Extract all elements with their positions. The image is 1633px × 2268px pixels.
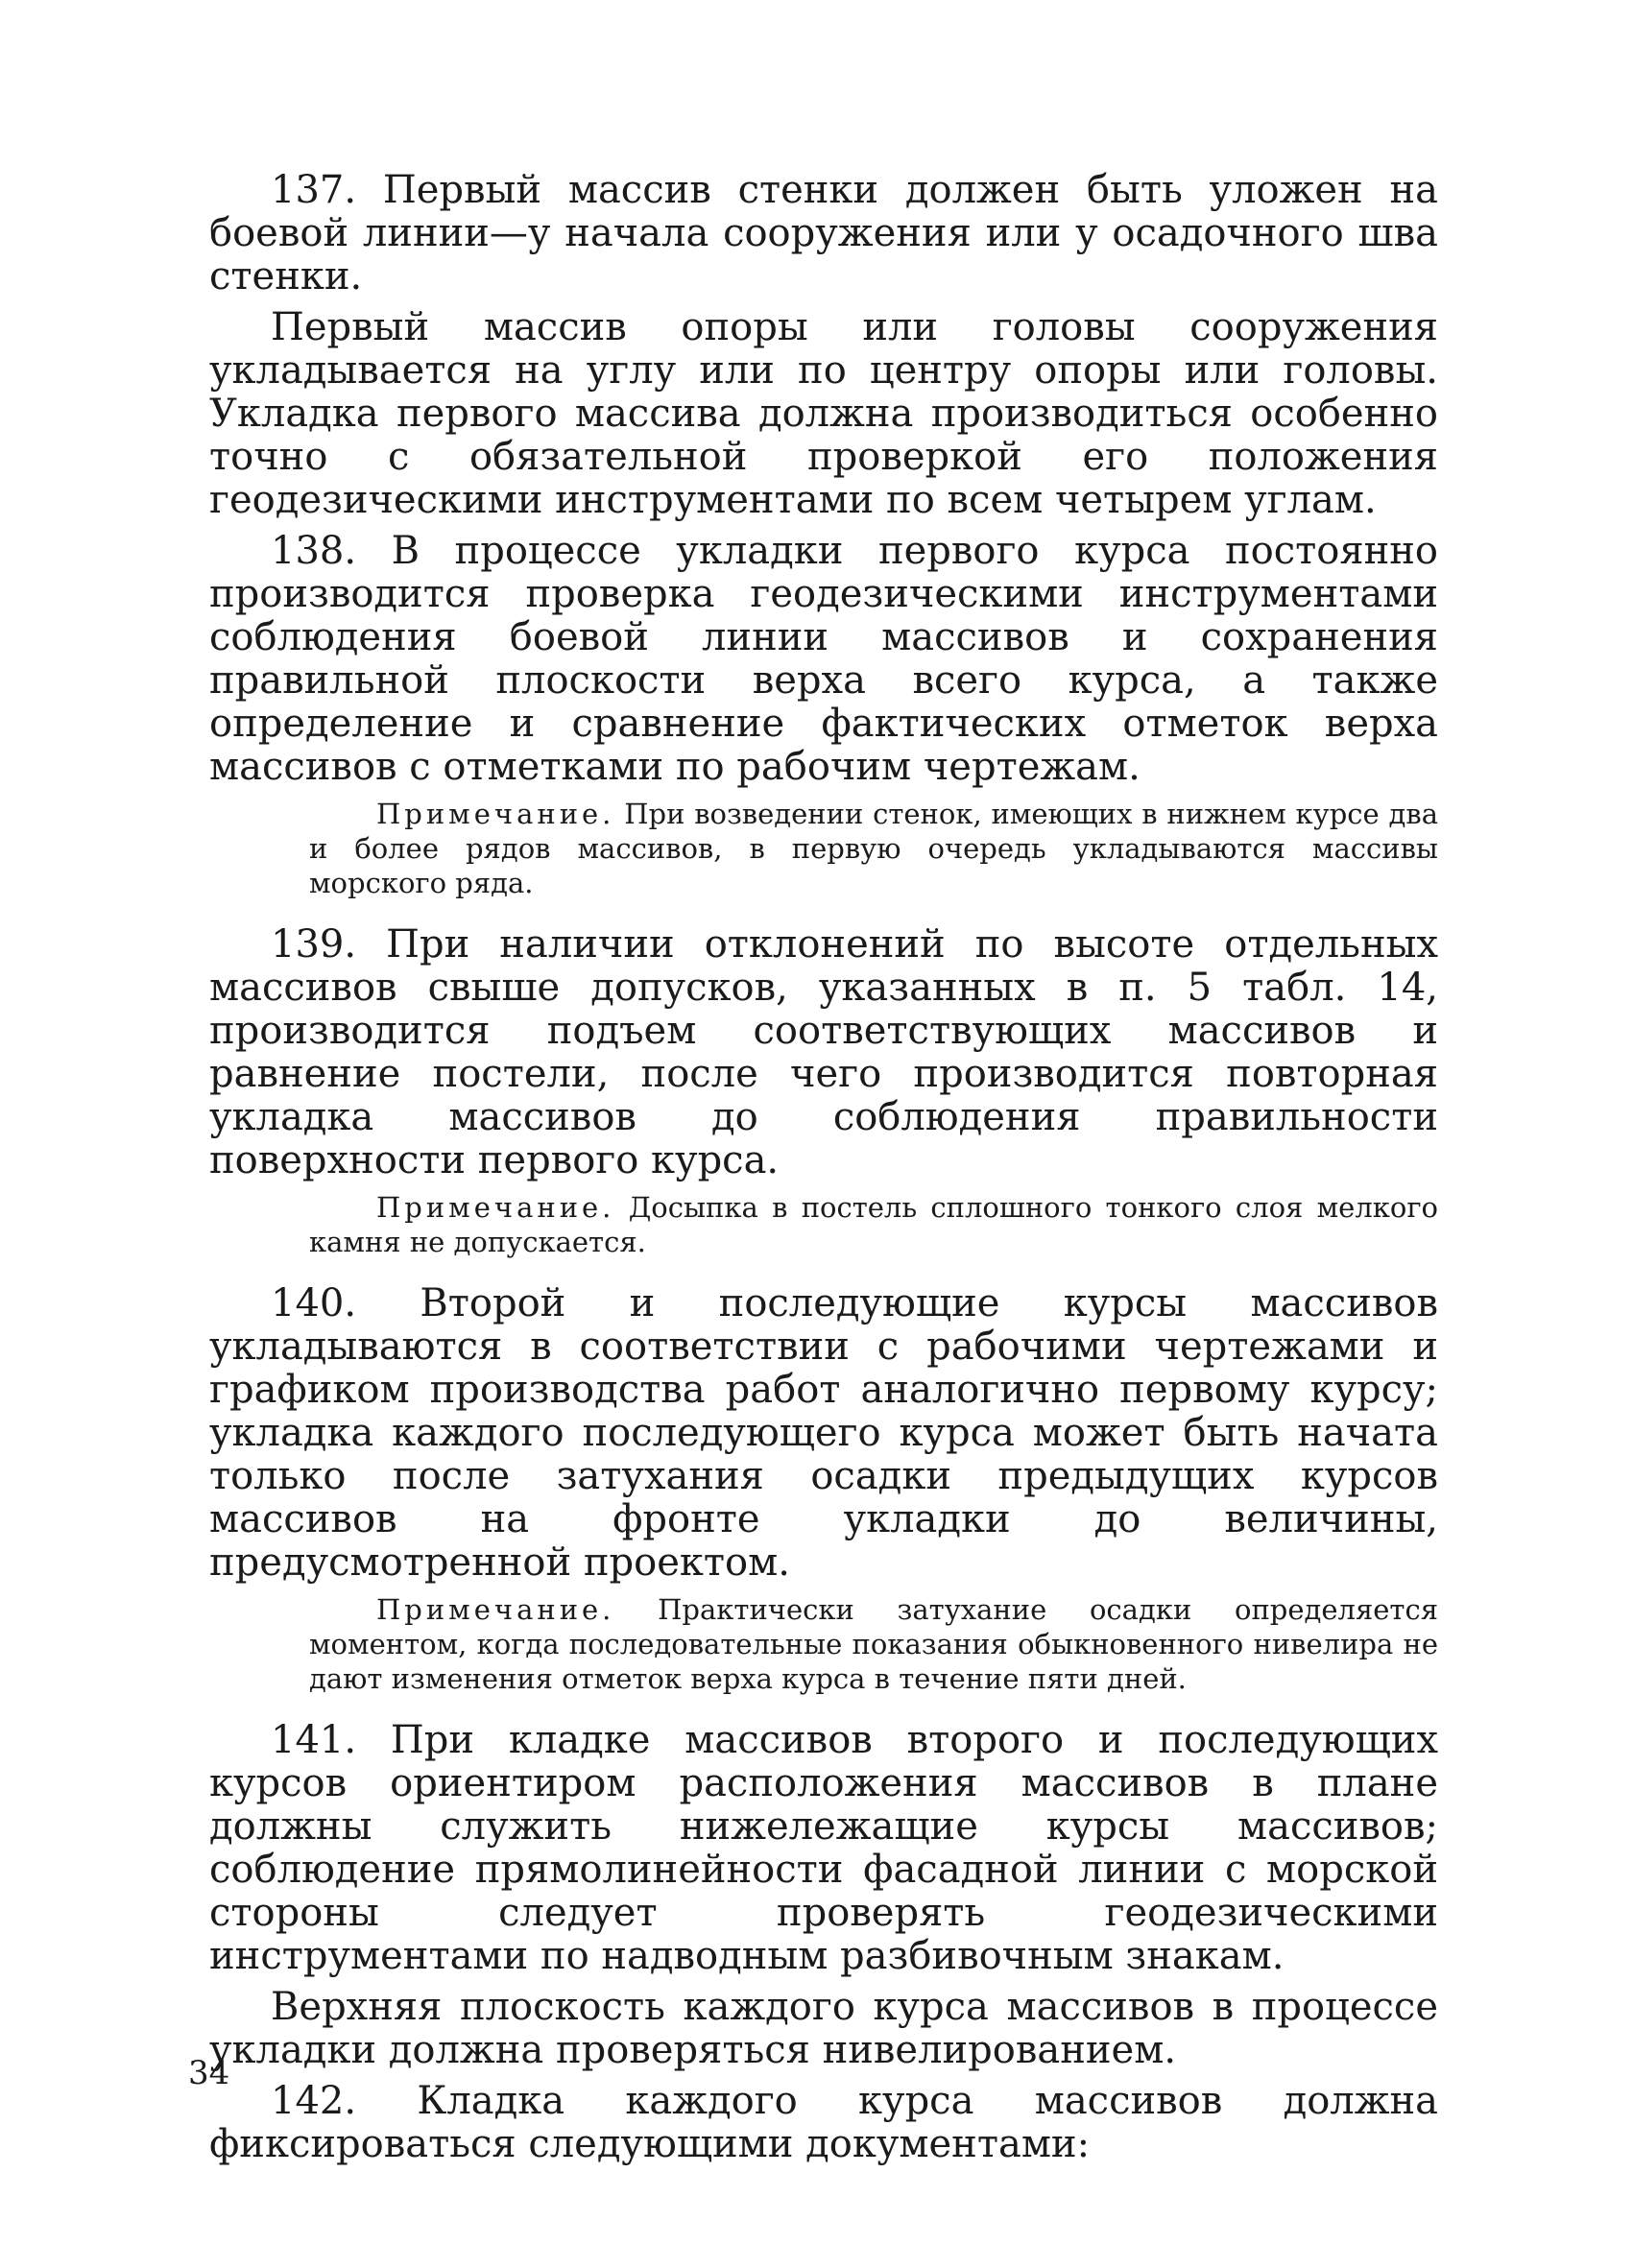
page-number: 34	[188, 2054, 230, 2092]
note-label: Примечание.	[376, 798, 615, 830]
note-138	[309, 797, 1438, 900]
paragraph-140: 140. Второй и последующие курсы массивов укладываются в соответствии с рабочими чертежами и графиком производства работ аналогично первому курсу; укладка каждого последующего курса может быть начата только после затухания осадки предыдущих курсов массивов на фронте укладки до величины, предусмотренной проектом.	[209, 1281, 1438, 1585]
note-140	[309, 1592, 1438, 1696]
note-text: При возведении стенок, имеющих в нижнем курсе два и более рядов массивов, в первую очередь укладываются массивы морского ряда.	[309, 798, 1438, 899]
paragraph-137: 137. Первый массив стенки должен быть уложен на боевой линии—у начала сооружения или у осадочного шва стенки.	[209, 168, 1438, 298]
note-text: Практически затухание осадки определяется моментом, когда последовательные показания обыкновенного нивелира не дают изменения отметок верха курса в течение пяти дней.	[309, 1593, 1438, 1695]
paragraph-137-continued: Первый массив опоры или головы сооружения укладывается на углу или по центру опоры или головы. Укладка первого массива должна производиться особенно точно с обязательной проверкой его положения геодезическими инструментами по всем четырем углам.	[209, 305, 1438, 522]
note-label: Примечание.	[376, 1191, 615, 1224]
paragraph-138: 138. В процессе укладки первого курса постоянно производится проверка геодезическими инструментами соблюдения боевой линии массивов и сохранения правильной плоскости верха всего курса, а также определение и сравнение фактических отметок верха массивов с отметками по рабочим чертежам.	[209, 529, 1438, 789]
paragraph-141: 141. При кладке массивов второго и последующих курсов ориентиром расположения массивов в плане должны служить нижележащие курсы массивов; соблюдение прямолинейности фасадной линии с морской стороны следует проверять геодезическими инструментами по надводным разбивочным знакам.	[209, 1718, 1438, 1978]
paragraph-139: 139. При наличии отклонений по высоте отдельных массивов свыше допусков, указанных в п. 5 табл. 14, производится подъем соответствующих массивов и равнение постели, после чего производится повторная укладка массивов до соблюдения правильности поверхности первого курса.	[209, 922, 1438, 1182]
note-text: Досыпка в постель сплошного тонкого слоя мелкого камня не допускается.	[309, 1191, 1438, 1258]
note-139	[309, 1190, 1438, 1259]
note-label: Примечание.	[376, 1593, 615, 1626]
body-text	[209, 169, 1438, 2174]
paragraph-142: 142. Кладка каждого курса массивов должна фиксироваться следующими документами:	[209, 2079, 1438, 2166]
paragraph-141-continued: Верхняя плоскость каждого курса массивов в процессе укладки должна проверяться нивелированием.	[209, 1985, 1438, 2072]
